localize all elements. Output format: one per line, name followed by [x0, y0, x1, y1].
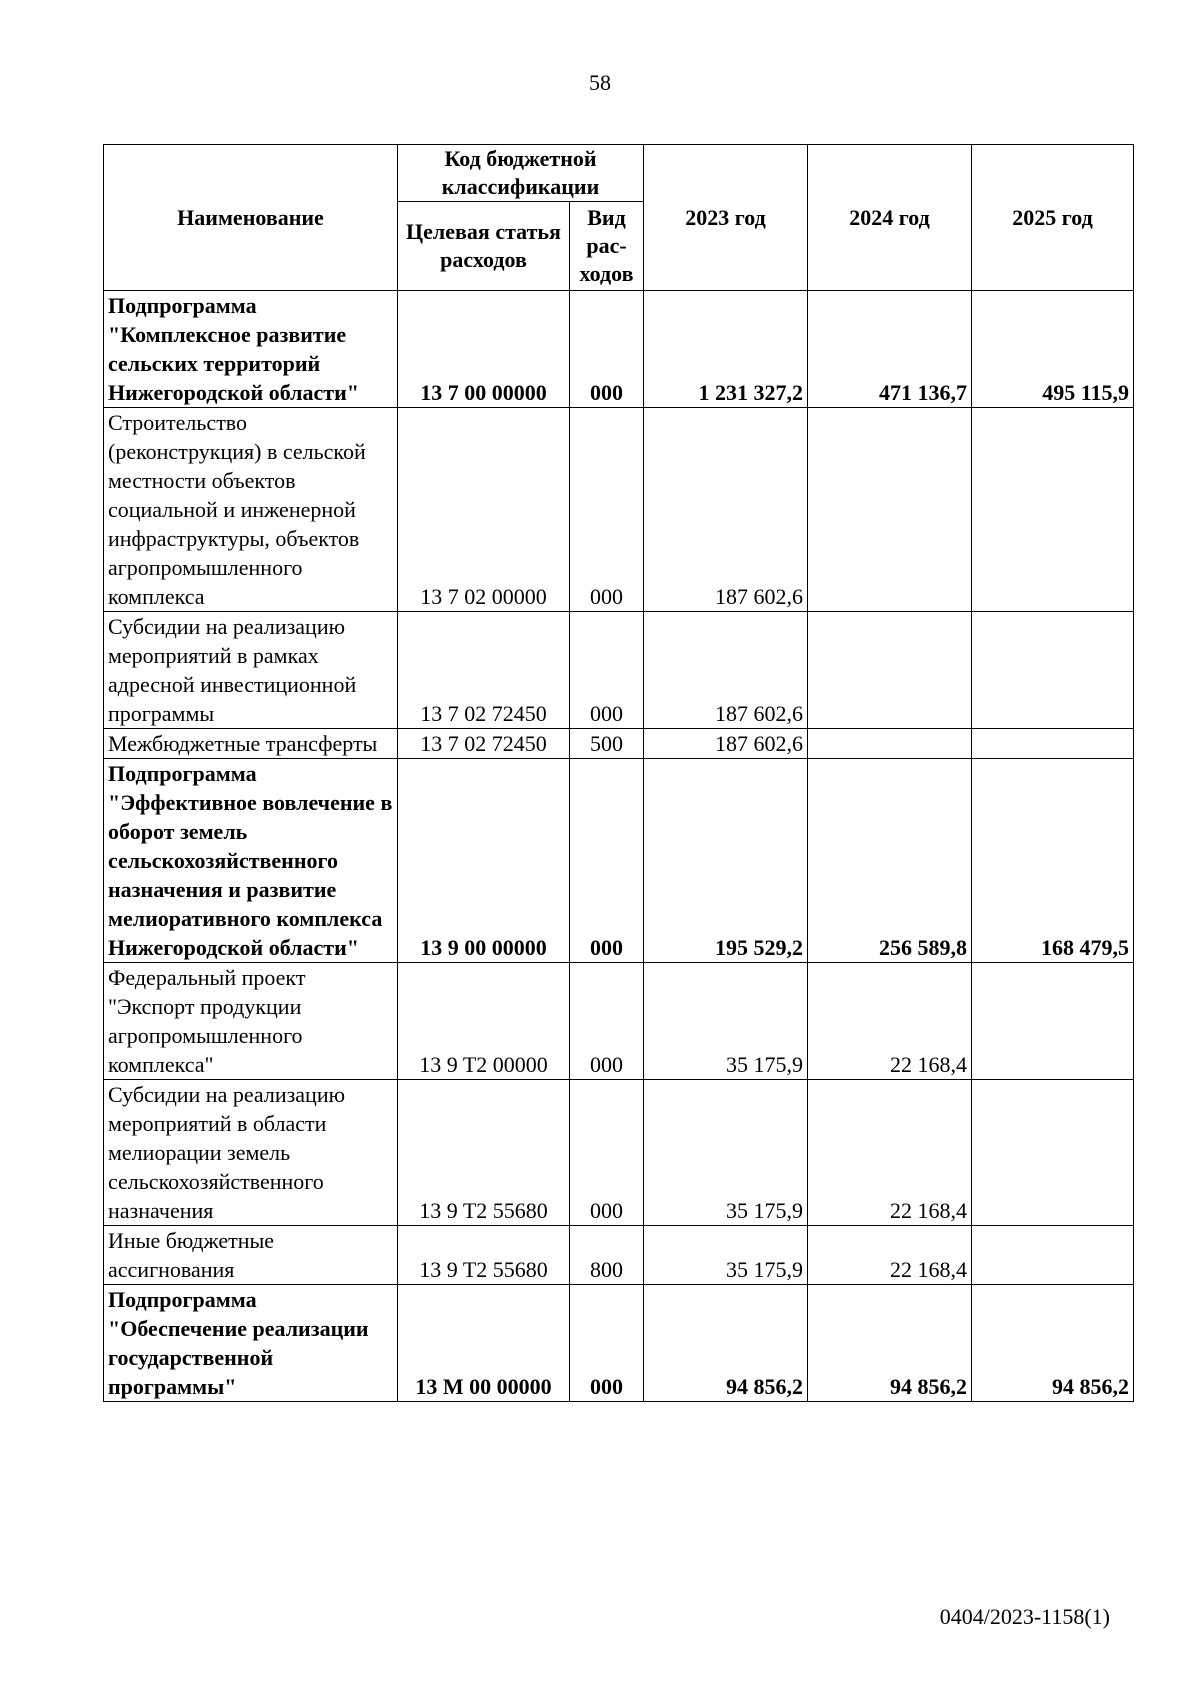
row-amount-2024: 22 168,4 [808, 1080, 972, 1226]
row-amount-2025 [972, 612, 1134, 729]
budget-table [103, 144, 1134, 1402]
header-2024: 2024 год [808, 145, 972, 291]
table-row [104, 963, 1134, 1080]
row-amount-2023: 187 602,6 [644, 612, 808, 729]
document-id: 0404/2023-1158(1) [939, 1604, 1110, 1629]
row-amount-2023: 187 602,6 [644, 408, 808, 612]
row-target-code: 13 7 02 00000 [398, 408, 570, 612]
table-body [104, 291, 1134, 1402]
row-expense-kind: 000 [570, 291, 644, 408]
row-amount-2025 [972, 1226, 1134, 1285]
row-target-code: 13 М 00 00000 [398, 1285, 570, 1402]
row-amount-2024: 256 589,8 [808, 759, 972, 963]
row-amount-2025: 495 115,9 [972, 291, 1134, 408]
row-amount-2023: 1 231 327,2 [644, 291, 808, 408]
table-row [104, 612, 1134, 729]
row-target-code: 13 7 02 72450 [398, 612, 570, 729]
table-row [104, 1226, 1134, 1285]
row-amount-2024: 22 168,4 [808, 1226, 972, 1285]
table-row [104, 408, 1134, 612]
header-code-group: Код бюджетной классификации [398, 145, 644, 202]
row-name: Межбюджетные трансферты [104, 729, 398, 759]
row-amount-2025 [972, 408, 1134, 612]
table-row [104, 729, 1134, 759]
row-target-code: 13 9 T2 55680 [398, 1226, 570, 1285]
table-row [104, 1080, 1134, 1226]
row-amount-2025 [972, 1080, 1134, 1226]
table-row [104, 759, 1134, 963]
row-name: Субсидии на реализацию мероприятий в области мелиорации земель сельскохозяйственного назначения [104, 1080, 398, 1226]
row-name: Подпрограмма "Комплексное развитие сельских территорий Нижегородской области" [104, 291, 398, 408]
row-expense-kind: 000 [570, 963, 644, 1080]
header-kind: Вид рас-ходов [570, 202, 644, 291]
header-2025: 2025 год [972, 145, 1134, 291]
row-target-code: 13 7 00 00000 [398, 291, 570, 408]
row-expense-kind: 800 [570, 1226, 644, 1285]
table-row [104, 1285, 1134, 1402]
row-amount-2024 [808, 729, 972, 759]
row-name: Подпрограмма "Эффективное вовлечение в оборот земель сельскохозяйственного назначения и развитие мелиоративного комплекса Нижегородской области" [104, 759, 398, 963]
row-expense-kind: 500 [570, 729, 644, 759]
row-amount-2023: 195 529,2 [644, 759, 808, 963]
row-amount-2024 [808, 408, 972, 612]
page-number: 58 [589, 70, 611, 95]
header-name: Наименование [104, 145, 398, 291]
row-amount-2023: 35 175,9 [644, 1226, 808, 1285]
header-2023: 2023 год [644, 145, 808, 291]
row-amount-2025: 94 856,2 [972, 1285, 1134, 1402]
row-target-code: 13 9 T2 00000 [398, 963, 570, 1080]
row-amount-2025: 168 479,5 [972, 759, 1134, 963]
row-amount-2023: 35 175,9 [644, 963, 808, 1080]
row-amount-2023: 94 856,2 [644, 1285, 808, 1402]
row-name: Подпрограмма "Обеспечение реализации государственной программы" [104, 1285, 398, 1402]
row-expense-kind: 000 [570, 1285, 644, 1402]
row-amount-2023: 35 175,9 [644, 1080, 808, 1226]
row-amount-2024 [808, 612, 972, 729]
row-expense-kind: 000 [570, 408, 644, 612]
row-target-code: 13 9 00 00000 [398, 759, 570, 963]
row-name: Федеральный проект "Экспорт продукции агропромышленного комплекса" [104, 963, 398, 1080]
row-name: Субсидии на реализацию мероприятий в рамках адресной инвестиционной программы [104, 612, 398, 729]
header-target: Целевая статья расходов [398, 202, 570, 291]
row-name: Строительство (реконструкция) в сельской местности объектов социальной и инженерной инфраструктуры, объектов агропромышленного комплекса [104, 408, 398, 612]
row-amount-2024: 471 136,7 [808, 291, 972, 408]
row-amount-2025 [972, 963, 1134, 1080]
row-amount-2023: 187 602,6 [644, 729, 808, 759]
row-amount-2024: 94 856,2 [808, 1285, 972, 1402]
row-name: Иные бюджетные ассигнования [104, 1226, 398, 1285]
table-row [104, 291, 1134, 408]
row-amount-2024: 22 168,4 [808, 963, 972, 1080]
row-expense-kind: 000 [570, 1080, 644, 1226]
row-expense-kind: 000 [570, 612, 644, 729]
row-expense-kind: 000 [570, 759, 644, 963]
row-target-code: 13 9 T2 55680 [398, 1080, 570, 1226]
row-target-code: 13 7 02 72450 [398, 729, 570, 759]
row-amount-2025 [972, 729, 1134, 759]
